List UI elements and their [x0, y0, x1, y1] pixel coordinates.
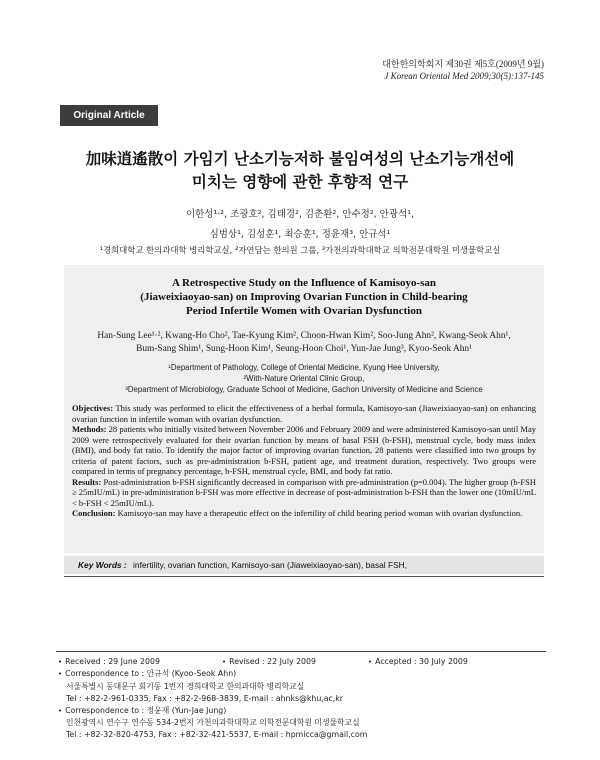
- bullet-icon: •: [58, 658, 63, 666]
- correspondence-2-title: [58, 705, 548, 717]
- objectives-text: This study was performed to elicit the effectiveness of a herbal formula, Kamisoyo-san (Jiaweixiaoyao-san) on enhancing ovarian function in infertile woman with ovarian dysfunction.: [72, 403, 536, 424]
- english-authors-line-2: Bum-Sang Shim¹, Sung-Hoon Kim¹, Seung-Hoon Choi¹, Yun-Jae Jung³, Kyoo-Seok Ahn¹: [136, 344, 472, 354]
- korean-title-line-2: 미치는 영향에 관한 후향적 연구: [191, 173, 409, 191]
- article-type-badge: Original Article: [60, 105, 158, 126]
- correspondence-1-name: Correspondence to : 안규석 (Kyoo-Seok Ahn): [65, 669, 237, 678]
- korean-authors-line-1: 이한성¹·², 조광호², 김태경², 김춘환², 안수정², 안광석¹,: [185, 209, 415, 220]
- bullet-icon: •: [222, 658, 227, 666]
- revised-text: Revised : 22 July 2009: [229, 657, 316, 666]
- keywords-divider: [64, 576, 544, 577]
- keywords: [78, 560, 407, 570]
- abstract-methods: [72, 424, 536, 477]
- english-affiliation-3: ³Department of Microbiology, Graduate School of Medicine, Gachon University of Medicine and Science: [125, 385, 483, 394]
- abstract-body: [72, 403, 536, 519]
- correspondence-1-contact: Tel : +82-2-961-0335, Fax : +82-2-968-3839, E-mail : ahnks@khu,ac,kr: [66, 694, 344, 703]
- english-title-line-2: (Jiaweixiaoyao-san) on Improving Ovarian Function in Child-bearing: [140, 291, 468, 303]
- accepted-text: Accepted : 30 July 2009: [375, 657, 468, 666]
- correspondence-2-name: Correspondence to : 정윤재 (Yun-Jae Jung): [65, 706, 227, 715]
- journal-citation: [382, 58, 544, 82]
- correspondence-2-address: 인천광역시 연수구 연수동 534-2번지 가천의과학대학교 의학전문대학원 미생물학교실: [66, 718, 360, 727]
- abstract-results: [72, 477, 536, 509]
- english-affiliation-2: ²With-Nature Oriental Clinic Group,: [243, 374, 365, 383]
- revised-date: [222, 656, 316, 668]
- keywords-label: Key Words :: [78, 560, 127, 570]
- korean-authors-line-2: 심범상¹, 김성훈¹, 최승훈¹, 정윤재³, 안규석¹: [209, 229, 391, 240]
- results-text: Post-administration b-FSH significantly decreased in comparison with pre-administration (p=0.004). The higher group (b-FSH ≥ 25mIU/mL) in pre-administration b-FSH was more effective in decrease of post-administration b-FSH than the lower one (10mIU/mL < b-FSH < 25mIU/mL).: [72, 476, 536, 508]
- abstract-objectives: [72, 403, 536, 424]
- korean-title-line-1: 加味逍遙散이 가임기 난소기능저하 불임여성의 난소기능개선에: [85, 150, 515, 168]
- conclusion-label: Conclusion:: [72, 508, 116, 518]
- received-text: Received : 29 June 2009: [65, 657, 160, 666]
- korean-affiliation: ¹경희대학교 한의과대학 병리학교실, ²자연담는 한의원 그룹, ³가천의과학대학교 의학전문대학원 미생물학교실: [99, 245, 501, 255]
- bullet-icon: •: [58, 707, 63, 715]
- abstract-conclusion: [72, 508, 536, 519]
- journal-citation-korean: 대한한의학회지 제30권 제5호(2009년 9월): [382, 59, 544, 69]
- english-title: [64, 276, 544, 318]
- methods-text: 28 patients who initially visited between November 2006 and February 2009 and were administered Kamisoyo-san until May 2009 were retrospectively evaluated for their ovarian function by means of basal FSH (b-FSH), menstrual cycle, body mass index (BMI), and body fat ratio. To identify the major factor of improving ovarian function, 28 patients were classified into two groups by criteria of patent factors, such as pre-administration b-FSH, patient age, and treatment duration, respectively. Two groups were compared in terms of pregnancy percentage, b-FSH, menstrual cycle, BMI, and body fat ratio.: [72, 424, 537, 476]
- correspondence-1-address: 서울특별시 동대문구 회기동 1번지 경희대학교 한의과대학 병리학교실: [66, 682, 305, 691]
- journal-citation-english: J Korean Oriental Med 2009;30(5):137-145: [384, 71, 544, 81]
- correspondence-1-title: [58, 668, 548, 680]
- received-date: [58, 656, 160, 668]
- objectives-label: Objectives:: [72, 403, 114, 413]
- english-authors-line-1: Han-Sung Lee¹·², Kwang-Ho Cho², Tae-Kyung Kim², Choon-Hwan Kim², Soo-Jung Ahn², Kwang-Seok Ahn¹,: [97, 331, 511, 341]
- bullet-icon: •: [58, 670, 63, 678]
- accepted-date: [368, 656, 468, 668]
- correspondence-2-contact: Tel : +82-32-820-4753, Fax : +82-32-421-5537, E-mail : hpmicca@gmail,com: [66, 730, 368, 739]
- english-title-line-3: Period Infertile Women with Ovarian Dysfunction: [186, 305, 422, 317]
- results-label: Results:: [72, 476, 102, 487]
- english-affiliation-1: ¹Department of Pathology, College of Oriental Medicine, Kyung Hee University,: [168, 363, 440, 372]
- korean-title: [40, 148, 560, 194]
- footer-divider: [56, 651, 546, 652]
- english-title-line-1: A Retrospective Study on the Influence of Kamisoyo-san: [171, 277, 437, 289]
- keywords-text: infertility, ovarian function, Kamisoyo-san (Jiaweixiaoyao-san), basal FSH,: [133, 560, 408, 570]
- methods-label: Methods:: [72, 424, 107, 434]
- bullet-icon: •: [368, 658, 373, 666]
- conclusion-text: Kamisoyo-san may have a therapeutic effect on the infertility of child bearing period woman with ovarian dysfunction.: [117, 508, 523, 518]
